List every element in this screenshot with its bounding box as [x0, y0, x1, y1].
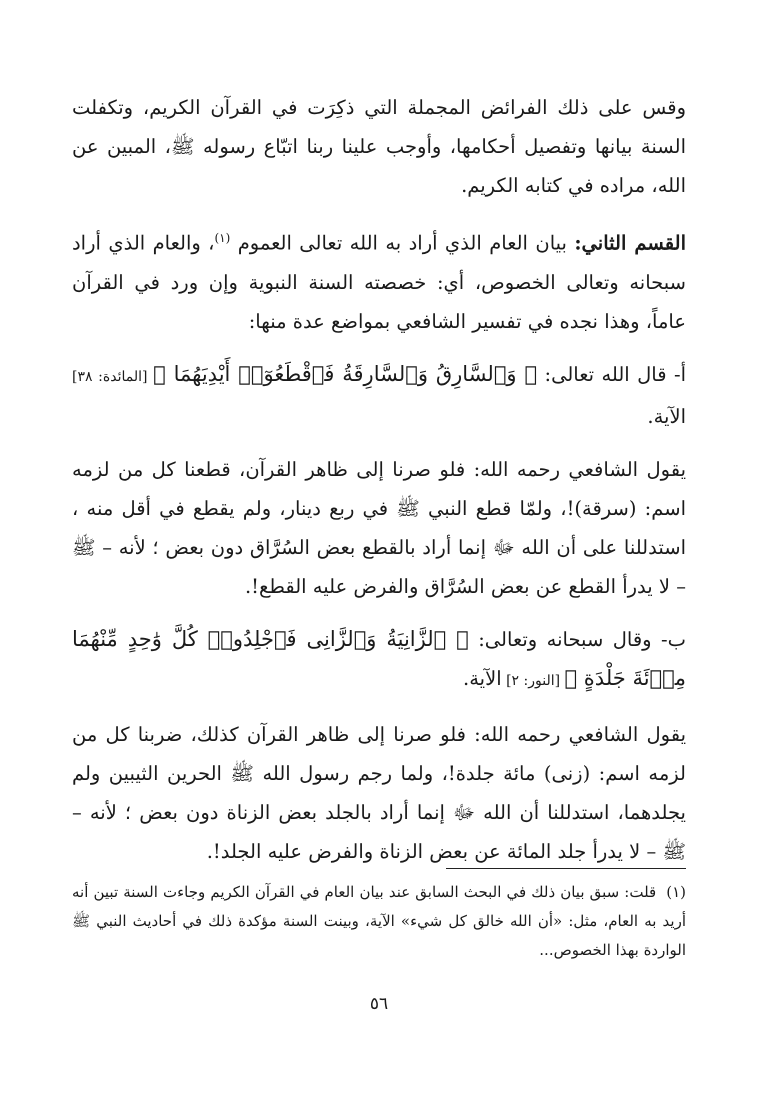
item-b-intro: ب- وقال سبحانه وتعالى:: [468, 627, 686, 651]
verse-suffix: الآية.: [647, 404, 686, 428]
paragraph-2-text-b: ، والعام الذي أراد سبحانه وتعالى الخصوص، أي: خصصته السنة النبوية وإن ورد في القرآن عاماً، وهذا نجده في تفسير الشافعي بمواضع عدة منها:: [72, 231, 686, 333]
footnote-reference[interactable]: (١): [214, 231, 231, 245]
footnote-divider: [446, 868, 686, 869]
paragraph-2-text-a: بيان العام الذي أراد به الله تعالى العموم: [230, 231, 575, 255]
footnote-text: قلت: سبق بيان ذلك في البحث السابق عند بيان العام في القرآن الكريم وجاءت السنة تبين أنه أريد به العام، مثل: «أن الله خالق كل شيء» الآية، وبينت السنة مؤكدة ذلك في أحاديث النبي ﷺ الواردة بهذا الخصوص...: [72, 883, 686, 959]
paragraph-3: [72, 355, 686, 436]
footnote-number: (١): [666, 883, 686, 901]
verse-suffix: الآية.: [463, 666, 502, 690]
verse-reference: [النور: ٢]: [501, 672, 565, 689]
quran-verse: ﴿ وَٱلسَّارِقُ وَٱلسَّارِقَةُ فَٱقْطَعُوٓا۟ أَيْدِيَهُمَا ﴾: [153, 361, 538, 386]
paragraph-1: وقس على ذلك الفرائض المجملة التي ذكِرَت في القرآن الكريم، وتكفلت السنة بيانها وتفصيل أحكامها، وأوجب علينا ربنا اتبّاع رسوله ﷺ، المبين عن الله، مراده في كتابه الكريم.: [72, 96, 686, 197]
section-heading: القسم الثاني:: [574, 231, 686, 255]
paragraph-2: [72, 219, 686, 341]
page-body: [72, 88, 686, 881]
quran-verse: ﴿ ٱلزَّانِيَةُ وَٱلزَّانِى فَٱجْلِدُوا۟ كُلَّ وَٰحِدٍ مِّنْهُمَا مِا۟ئَةَ جَلْدَةٍ ﴾: [72, 626, 686, 690]
paragraph-6: يقول الشافعي رحمه الله: فلو صرنا إلى ظاهر القرآن كذلك، ضربنا كل من لزمه اسم: (زنى) مائة جلدة!، ولما رجم رسول الله ﷺ الحرين الثيبين ولم يجلدهما، استدللنا أن الله ﷻ إنما أراد بالجلد بعض الزناة دون بعض ؛ لأنه – ﷺ – لا يدرأ جلد المائة عن بعض الزناة والفرض عليه الجلد!.: [72, 722, 686, 863]
verse-reference: [المائدة: ٣٨]: [72, 368, 154, 385]
paragraph-5: [72, 620, 686, 701]
footnotes: [72, 878, 686, 965]
item-a-intro: أ- قال الله تعالى:: [537, 362, 686, 386]
page-number: ٥٦: [369, 994, 389, 1014]
paragraph-4: يقول الشافعي رحمه الله: فلو صرنا إلى ظاهر القرآن، قطعنا كل من لزمه اسم: (سرقة)!، ولمّا قطع النبي ﷺ في ربع دينار، ولم يقطع في أقل منه ، استدللنا على أن الله ﷻ إنما أراد بالقطع بعض السُرَّاق دون بعض ؛ لأنه – ﷺ – لا يدرأ القطع عن بعض السُرَّاق والفرض عليه القطع!.: [72, 457, 686, 598]
